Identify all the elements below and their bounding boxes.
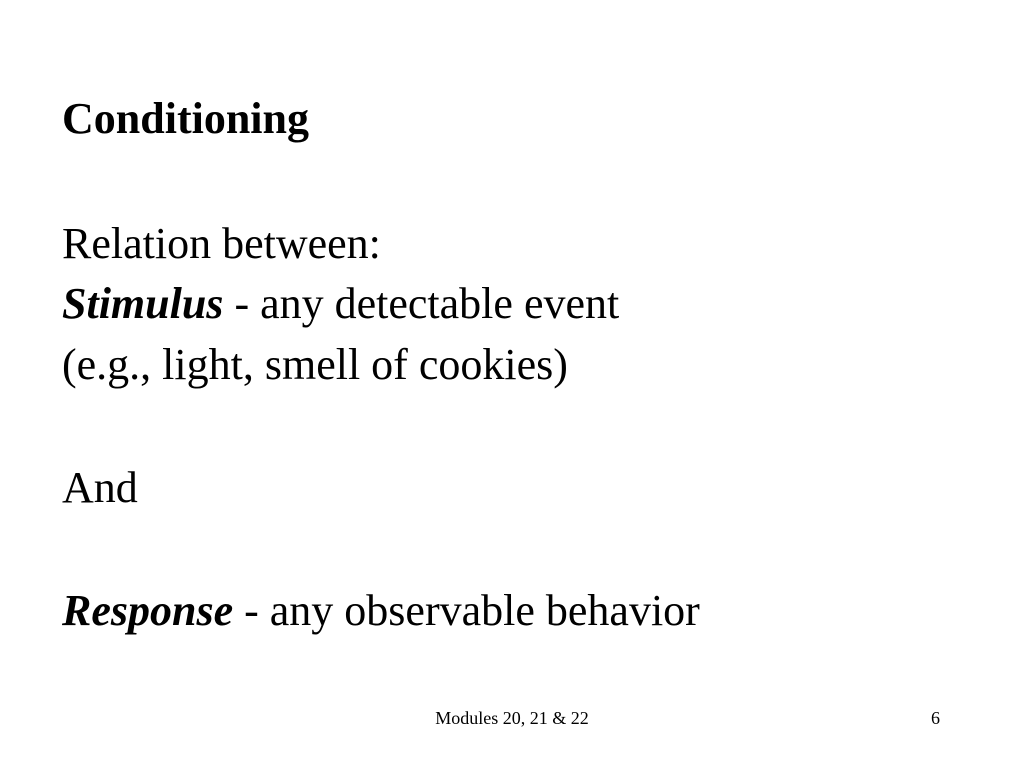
response-term: Response (62, 586, 234, 635)
footer-module-label: Modules 20, 21 & 22 (435, 708, 589, 728)
response-definition: - any observable behavior (233, 586, 700, 635)
stimulus-definition: - any detectable event (223, 279, 620, 328)
connector-text: And (62, 463, 138, 512)
stimulus-term: Stimulus (62, 279, 224, 328)
relation-label: Relation between: (62, 219, 381, 268)
response-line (62, 585, 700, 637)
footer-page-number: 6 (931, 708, 940, 728)
stimulus-examples: (e.g., light, smell of cookies) (62, 340, 568, 389)
slide-title: Conditioning (62, 94, 309, 143)
stimulus-line (62, 278, 619, 330)
